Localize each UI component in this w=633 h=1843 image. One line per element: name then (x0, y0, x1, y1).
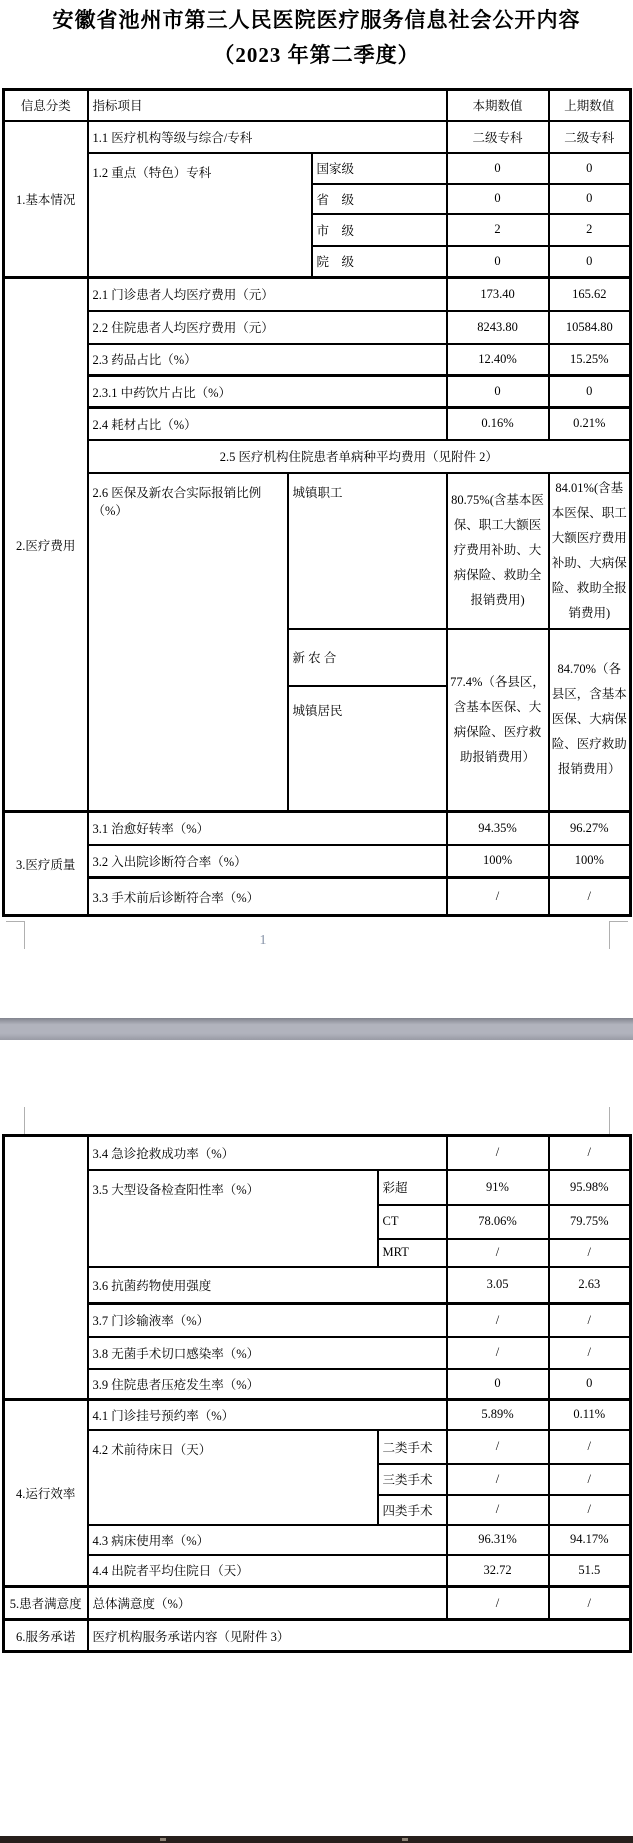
indicator-label: 4.4 出院者平均住院日（天） (88, 1555, 447, 1587)
indicator-label: 3.3 手术前后诊断符合率（%） (88, 878, 447, 916)
page-title: 安徽省池州市第三人民医院医疗服务信息社会公开内容 (52, 8, 581, 32)
current-value: 二级专科 (447, 121, 549, 153)
previous-value: 79.75% (549, 1205, 631, 1239)
current-value: 80.75%(含基本医保、职工大额医疗费用补助、大病保险、救助全报销费用) (447, 473, 549, 629)
current-value: 3.05 (447, 1267, 549, 1304)
current-value: 2 (447, 214, 549, 246)
indicator-label: 3.5 大型设备检查阳性率（%） (88, 1170, 378, 1267)
indicator-label: 3.1 治愈好转率（%） (88, 812, 447, 845)
sub-label: 彩超 (378, 1170, 447, 1205)
current-value: 0 (447, 153, 549, 184)
previous-value: 0.21% (549, 408, 631, 440)
previous-value: 二级专科 (549, 121, 631, 153)
sub-label: 省 级 (312, 184, 447, 214)
table-row (4, 1400, 631, 1430)
table-row (4, 153, 631, 184)
previous-value: / (549, 1464, 631, 1495)
previous-value: 0 (549, 376, 631, 408)
sub-label: 城镇职工 (288, 473, 447, 629)
previous-value: 51.5 (549, 1555, 631, 1587)
previous-value: / (549, 1587, 631, 1620)
indicator-label: 1.2 重点（特色）专科 (88, 153, 312, 278)
sub-label: 二类手术 (378, 1430, 447, 1464)
header-current: 本期数值 (447, 90, 549, 121)
indicator-label: 3.8 无菌手术切口感染率（%） (88, 1337, 447, 1369)
previous-value: / (549, 1430, 631, 1464)
previous-value: / (549, 1239, 631, 1267)
sub-label: CT (378, 1205, 447, 1239)
indicator-label: 2.2 住院患者人均医疗费用（元） (88, 311, 447, 344)
current-value: 100% (447, 845, 549, 878)
indicator-label: 2.1 门诊患者人均医疗费用（元） (88, 278, 447, 311)
page-subtitle: （2023 年第二季度） (213, 43, 420, 67)
table-row (4, 878, 631, 916)
previous-value: 84.01%(含基本医保、职工大额医疗费用补助、大病保险、救助全报销费用) (549, 473, 631, 629)
table-row (4, 440, 631, 473)
previous-value: 95.98% (549, 1170, 631, 1205)
category-medical-quality: 3.医疗质量 (4, 812, 88, 916)
current-value: / (447, 1495, 549, 1525)
current-value: / (447, 878, 549, 916)
sub-label: 城镇居民 (288, 686, 447, 812)
previous-value: / (549, 878, 631, 916)
table-row (4, 1337, 631, 1369)
current-value: / (447, 1337, 549, 1369)
indicator-label: 3.6 抗菌药物使用强度 (88, 1267, 447, 1304)
indicator-label: 2.3.1 中药饮片占比（%） (88, 376, 447, 408)
previous-value: 0 (549, 246, 631, 278)
previous-value: 10584.80 (549, 311, 631, 344)
sub-label: 市 级 (312, 214, 447, 246)
current-value: 94.35% (447, 812, 549, 845)
category-basic-info: 1.基本情况 (4, 121, 88, 278)
table-row (4, 1430, 631, 1464)
current-value: / (447, 1239, 549, 1267)
indicator-label: 3.9 住院患者压疮发生率（%） (88, 1369, 447, 1400)
table-row (4, 311, 631, 344)
category-service-commitment: 6.服务承诺 (4, 1620, 88, 1652)
current-value: / (447, 1464, 549, 1495)
disclosure-table-page2 (2, 1134, 632, 1653)
current-value: / (447, 1304, 549, 1337)
current-value: / (447, 1136, 549, 1170)
category-medical-cost: 2.医疗费用 (4, 278, 88, 812)
indicator-label: 4.1 门诊挂号预约率（%） (88, 1400, 447, 1430)
indicator-label: 4.2 术前待床日（天） (88, 1430, 378, 1525)
previous-value: 0.11% (549, 1400, 631, 1430)
indicator-label: 1.1 医疗机构等级与综合/专科 (88, 121, 447, 153)
indicator-spanning-label: 医疗机构服务承诺内容（见附件 3） (88, 1620, 631, 1652)
current-value: 77.4%（各县区，含基本医保、大病保险、医疗救助报销费用） (447, 629, 549, 812)
header-previous: 上期数值 (549, 90, 631, 121)
header-indicator: 指标项目 (88, 90, 447, 121)
sub-label: 三类手术 (378, 1464, 447, 1495)
taskbar-edge-detail (402, 1838, 408, 1841)
previous-value: 0 (549, 184, 631, 214)
sub-label: 四类手术 (378, 1495, 447, 1525)
previous-value: / (549, 1495, 631, 1525)
previous-value: / (549, 1337, 631, 1369)
indicator-label: 4.3 病床使用率（%） (88, 1525, 447, 1555)
category-continued-empty (4, 1136, 88, 1400)
table-row (4, 1587, 631, 1620)
indicator-label: 3.2 入出院诊断符合率（%） (88, 845, 447, 878)
sub-label: 新 农 合 (288, 629, 447, 686)
current-value: 32.72 (447, 1555, 549, 1587)
table-row (4, 473, 631, 629)
current-value: 173.40 (447, 278, 549, 311)
indicator-label: 2.3 药品占比（%） (88, 344, 447, 376)
previous-value: 15.25% (549, 344, 631, 376)
current-value: 96.31% (447, 1525, 549, 1555)
current-value: 0 (447, 246, 549, 278)
previous-value: 100% (549, 845, 631, 878)
table-row (4, 812, 631, 845)
previous-value: 0 (549, 1369, 631, 1400)
previous-value: 165.62 (549, 278, 631, 311)
table-row (4, 1136, 631, 1170)
disclosure-table-page1 (2, 88, 632, 917)
table-row (4, 1525, 631, 1555)
current-value: 8243.80 (447, 311, 549, 344)
sub-label: 国家级 (312, 153, 447, 184)
previous-value: 84.70%（各县区，含基本医保、大病保险、医疗救助报销费用） (549, 629, 631, 812)
previous-value: 2 (549, 214, 631, 246)
table-row (4, 845, 631, 878)
current-value: 5.89% (447, 1400, 549, 1430)
table-row (4, 278, 631, 311)
previous-value: 2.63 (549, 1267, 631, 1304)
page-number: 1 (259, 933, 267, 948)
current-value: 0 (447, 1369, 549, 1400)
indicator-label: 2.4 耗材占比（%） (88, 408, 447, 440)
taskbar-edge-detail (160, 1838, 166, 1841)
page-separator (0, 1018, 633, 1040)
current-value: 78.06% (447, 1205, 549, 1239)
table-row (4, 121, 631, 153)
indicator-label: 总体满意度（%） (88, 1587, 447, 1620)
sub-label: 院 级 (312, 246, 447, 278)
table-row (4, 344, 631, 376)
category-operation-efficiency: 4.运行效率 (4, 1400, 88, 1587)
sub-label: MRT (378, 1239, 447, 1267)
margin-corner-mark (609, 1107, 628, 1135)
current-value: 0.16% (447, 408, 549, 440)
previous-value: 96.27% (549, 812, 631, 845)
previous-value: / (549, 1136, 631, 1170)
table-row (4, 1170, 631, 1205)
margin-corner-mark (6, 921, 25, 949)
previous-value: 94.17% (549, 1525, 631, 1555)
margin-corner-mark (609, 921, 628, 949)
current-value: 12.40% (447, 344, 549, 376)
indicator-spanning-label: 2.5 医疗机构住院患者单病种平均费用（见附件 2） (88, 440, 631, 473)
previous-value: 0 (549, 153, 631, 184)
indicator-label: 3.4 急诊抢救成功率（%） (88, 1136, 447, 1170)
indicator-label: 2.6 医保及新农合实际报销比例（%） (88, 473, 288, 812)
margin-corner-mark (6, 1107, 25, 1135)
current-value: 0 (447, 376, 549, 408)
category-patient-satisfaction: 5.患者满意度 (4, 1587, 88, 1620)
table-row (4, 1369, 631, 1400)
table-row (4, 1555, 631, 1587)
taskbar-edge (0, 1836, 633, 1843)
table-row (4, 1267, 631, 1304)
document-page-2 (0, 1040, 633, 1836)
current-value: / (447, 1587, 549, 1620)
table-row (4, 376, 631, 408)
table-row (4, 1620, 631, 1652)
indicator-label: 3.7 门诊输液率（%） (88, 1304, 447, 1337)
table-header-row (4, 90, 631, 121)
current-value: 0 (447, 184, 549, 214)
previous-value: / (549, 1304, 631, 1337)
table-row (4, 408, 631, 440)
current-value: / (447, 1430, 549, 1464)
table-row (4, 1304, 631, 1337)
current-value: 91% (447, 1170, 549, 1205)
header-category: 信息分类 (4, 90, 88, 121)
